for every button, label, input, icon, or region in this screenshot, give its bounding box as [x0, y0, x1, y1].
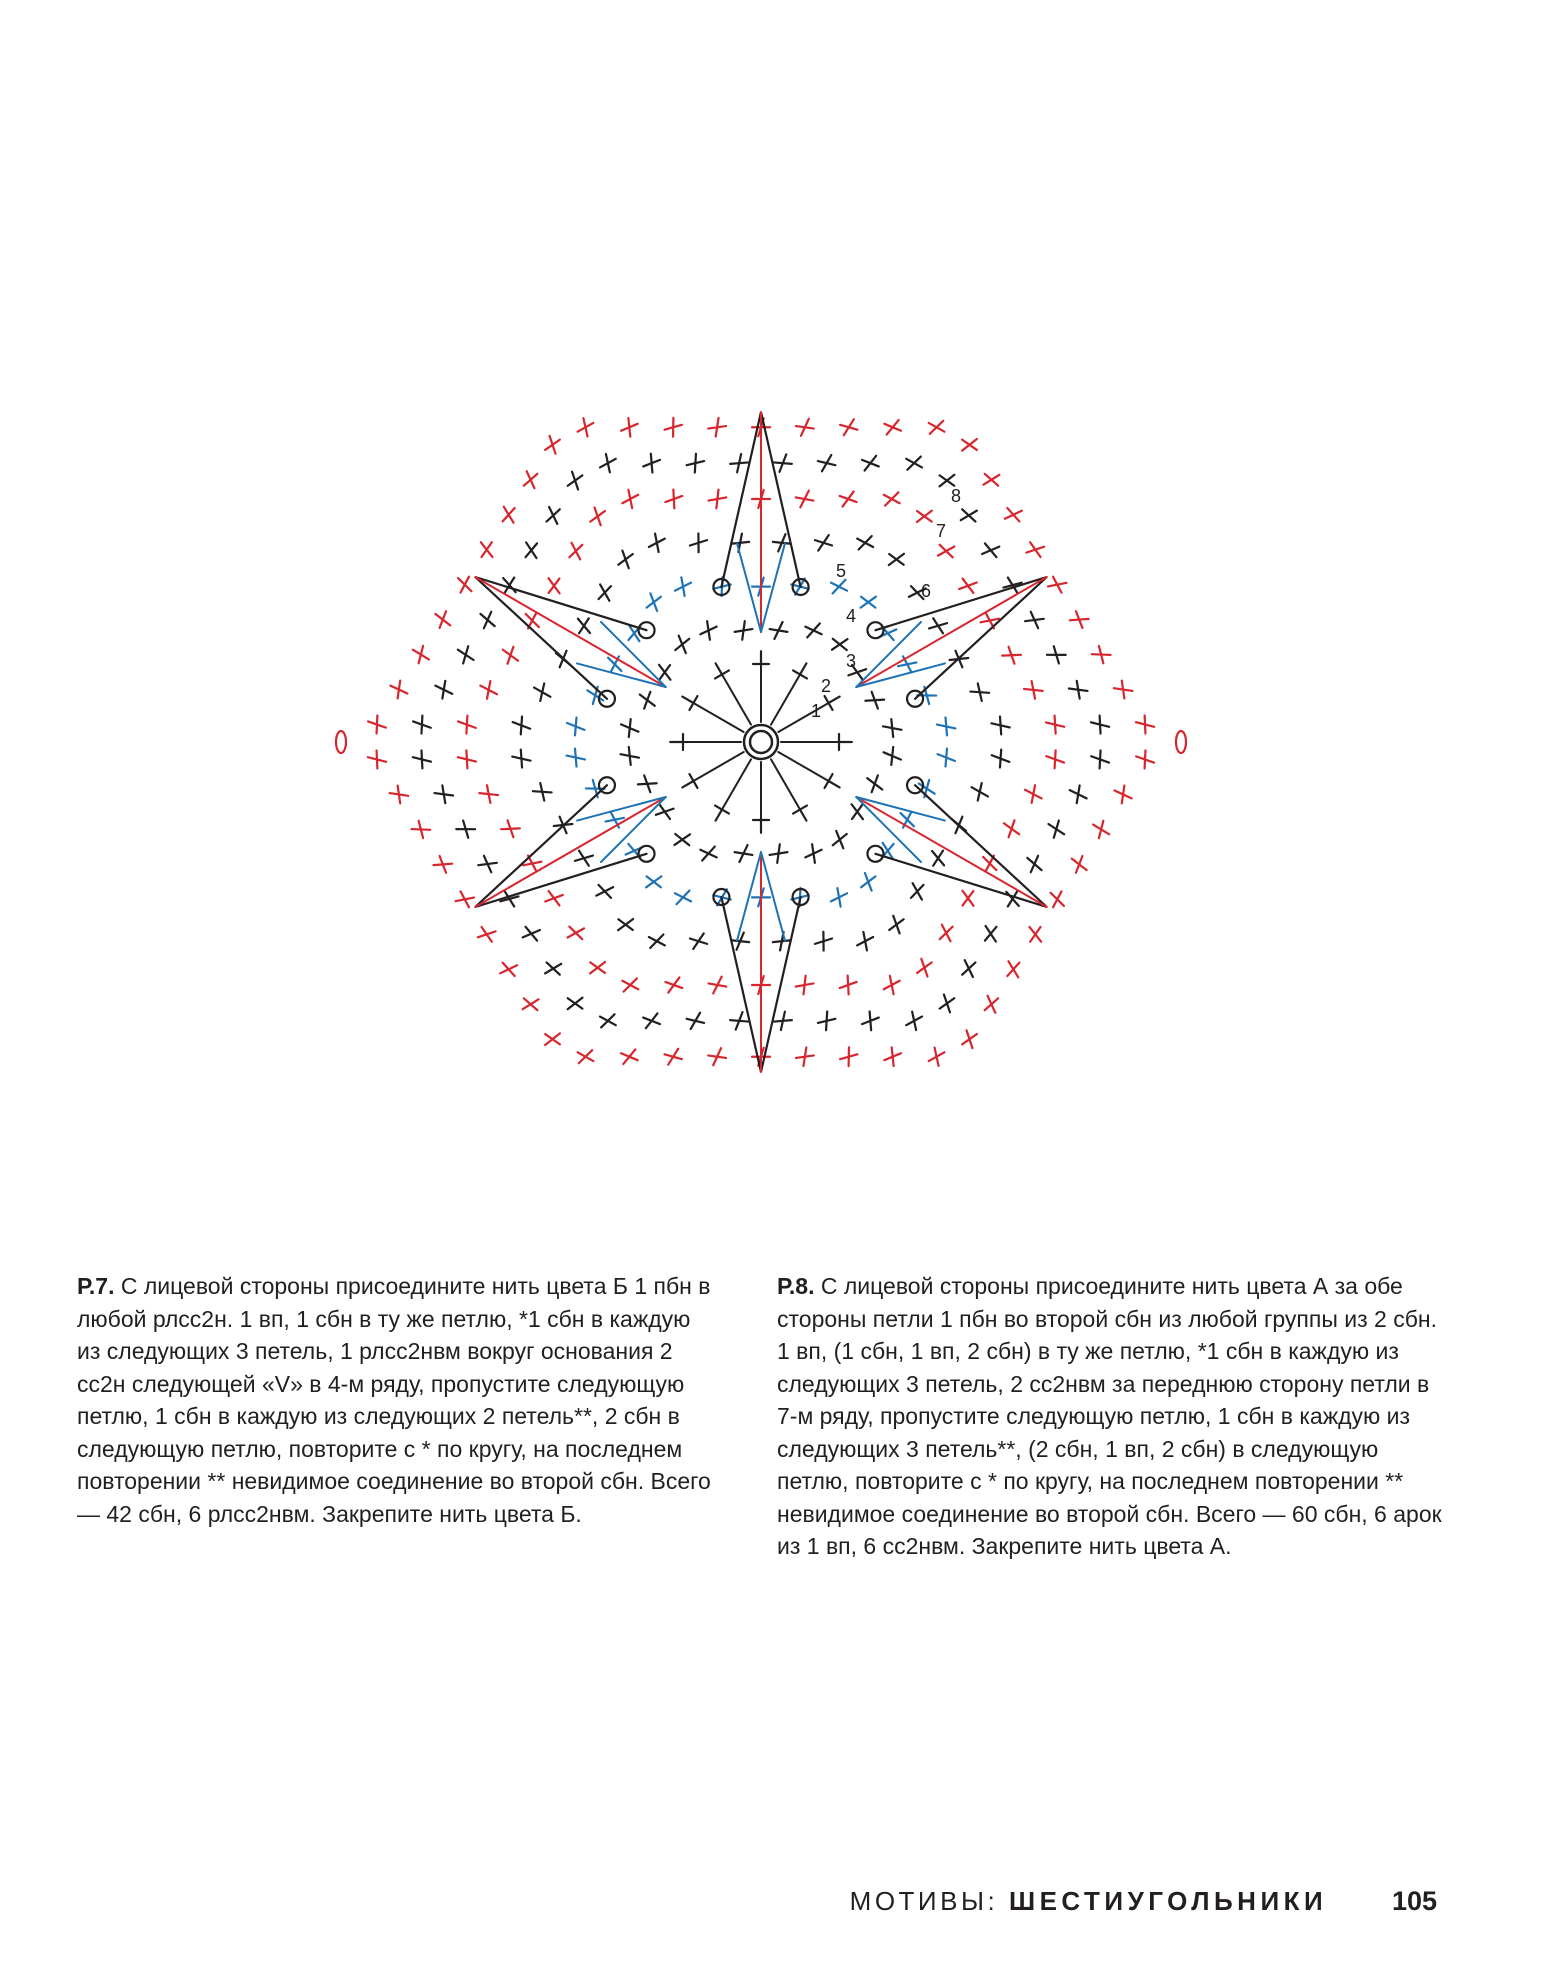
stitch-mark [442, 785, 445, 803]
row-number-label: 3 [846, 651, 857, 671]
row7-text: С лицевой стороны присоедините нить цвета Б 1 пбн в любой рлсс2н. 1 вп, 1 сбн в ту же петлю, *1 сбн в каждую из следующих 3 петель, 1 рлсс2нвм вокруг основания 2 сс2н следующей «V» в 4-м ряду, пропустите следующую петлю, 1 сбн в каждую из следующих 2 петель**, 2 сбн в следующую петлю, повторите с * по кругу, на последнем повторении ** невидимое соединение во второй сбн. Всего — 42 сбн, 6 рлсс2нвм. Закрепите нить цвета Б. [77, 1273, 711, 1527]
stitch-mark [1031, 856, 1038, 872]
stitch-mark [503, 508, 515, 521]
star-point [475, 785, 646, 907]
stitch-mark [622, 981, 638, 990]
stitch-mark [773, 940, 791, 942]
stitch-mark [569, 545, 582, 558]
star-point [475, 577, 646, 699]
stitch-mark [575, 749, 577, 767]
stitch-mark [643, 1018, 660, 1025]
stitch-mark [945, 717, 947, 735]
stitch-mark [682, 781, 693, 787]
row-number-label: 7 [936, 521, 947, 541]
corner-chain [1176, 731, 1186, 753]
stitch-mark [547, 509, 560, 521]
row-number-label: 5 [836, 561, 847, 581]
stitch-mark [521, 716, 522, 734]
row-number-label: 2 [821, 676, 832, 696]
row-number-label: 6 [921, 581, 932, 601]
row-number-label: 8 [951, 486, 962, 506]
stitch-mark [421, 750, 422, 768]
stitch-mark [800, 810, 806, 821]
star-red-line [475, 797, 666, 907]
stitch-mark [891, 719, 893, 737]
stitch-mark [962, 962, 975, 974]
stitch-mark [985, 998, 999, 1010]
stitch-mark [774, 462, 792, 463]
stitch-mark [484, 612, 491, 628]
star-point [875, 785, 1046, 907]
stitch-mark [1000, 750, 1001, 768]
stitch-mark [521, 750, 522, 768]
stitch-mark [962, 509, 975, 521]
stitch-mark [659, 804, 670, 819]
stitch-mark [700, 850, 716, 858]
star-red-line [475, 577, 666, 687]
stitch-mark [861, 876, 875, 887]
stitch-mark [840, 496, 857, 502]
spoke-line [722, 759, 751, 809]
stitch-mark [891, 747, 893, 765]
stitch-mark [770, 852, 788, 855]
stitch-mark [917, 962, 932, 973]
spoke-line [778, 752, 828, 781]
section-prefix: МОТИВЫ: [849, 1886, 999, 1916]
stitch-mark [906, 459, 922, 468]
stitch-mark [440, 611, 446, 628]
stitch-mark [503, 963, 515, 976]
stitch-mark [796, 983, 814, 986]
stitch-mark [682, 697, 693, 703]
page-number: 105 [1391, 1886, 1437, 1916]
stitch-mark [709, 983, 727, 986]
stitch-mark [1007, 963, 1019, 976]
stitch-mark [665, 982, 682, 988]
stitch-mark [1055, 716, 1056, 734]
stitch-mark [1077, 785, 1080, 803]
stitch-mark [796, 1055, 814, 1057]
stitch-mark [461, 577, 469, 593]
stitch-mark [644, 692, 650, 709]
stitch-mark [884, 495, 900, 504]
stitch-mark [526, 927, 538, 941]
stitch-mark [857, 539, 873, 547]
center-ring-inner [750, 731, 772, 753]
stitch-mark [1053, 891, 1061, 907]
stitch-mark [578, 1052, 594, 1061]
row8-instructions [777, 1270, 1447, 1563]
stitch-mark [629, 719, 631, 737]
stitch-mark [1076, 856, 1082, 873]
stitch-mark [731, 940, 749, 942]
stitch-mark [796, 426, 814, 428]
stitch-mark [963, 579, 974, 593]
stitch-mark [945, 749, 947, 767]
stitch-mark [398, 681, 401, 699]
stitch-mark [398, 786, 401, 804]
stitch-mark [377, 716, 378, 734]
stitch-mark [709, 497, 727, 500]
stitch-mark [549, 891, 560, 905]
stitch-mark [735, 629, 753, 632]
stitch-mark [675, 639, 689, 650]
stitch-mark [575, 717, 577, 735]
stitch-mark [599, 885, 611, 898]
stitch-mark [716, 663, 722, 674]
row8-text: С лицевой стороны присоедините нить цвета А за обе стороны петли 1 пбн во второй сбн из любой группы из 2 сбн. 1 вп, (1 сбн, 1 вп, 2 сбн) в ту же петлю, *1 сбн в каждую из следующих 3 петель, 2 сс2нвм за переднюю сторону петли в 7-м ряду, пропустите следующую петлю, 1 сбн в каждую из следующих 3 петель**, (2 сбн, 1 вп, 2 сбн) в следующую петлю, повторите с * по кругу, на последнем повторении ** невидимое соединение во второй сбн. Всего — 60 сбн, 6 арок из 1 вп, 6 сс2нвм. Закрепите нить цвета А. [777, 1273, 1442, 1559]
stitch-mark [831, 583, 847, 591]
stitch-mark [1145, 750, 1146, 768]
stitch-mark [829, 697, 840, 703]
stitch-mark [466, 716, 467, 734]
stitch-mark [708, 426, 726, 428]
stitch-mark [884, 424, 901, 431]
stitch-mark [649, 937, 665, 945]
stitch-mark [1055, 750, 1056, 768]
stitch-mark [524, 474, 538, 486]
row8-label: Р.8. [777, 1273, 815, 1299]
stitch-mark [590, 511, 605, 522]
stitch-mark [1145, 716, 1146, 734]
section-title: ШЕСТИУГОЛЬНИКИ [1008, 1886, 1328, 1916]
stitch-mark [796, 497, 814, 500]
corner-chain [336, 731, 346, 753]
stitch-mark [940, 927, 953, 940]
page-footer [850, 1886, 1437, 1917]
stitch-mark [1122, 786, 1125, 804]
stitch-mark [1100, 716, 1101, 734]
star-point [875, 577, 1046, 699]
stitch-mark [800, 663, 806, 674]
stitch-mark [829, 781, 840, 787]
stitch-mark [621, 1053, 638, 1060]
stitch-mark [508, 647, 514, 664]
stitch-mark [675, 893, 691, 901]
stitch-mark [940, 545, 953, 558]
stitch-mark [600, 1017, 616, 1026]
stitch-mark [482, 927, 492, 942]
spoke-line [771, 674, 800, 724]
stitch-mark [569, 927, 582, 940]
stitch-mark [421, 716, 422, 734]
star-red-line [856, 797, 1047, 907]
stitch-mark [377, 750, 378, 768]
stitch-mark [1007, 508, 1019, 521]
stitch-mark [773, 542, 791, 544]
stitch-mark [862, 460, 879, 467]
star-red-line [856, 577, 1047, 687]
stitch-mark [929, 423, 945, 432]
stitch-mark [599, 586, 611, 599]
stitch-mark [545, 440, 560, 450]
row7-instructions [77, 1270, 717, 1530]
stitch-mark [833, 834, 847, 845]
row7-label: Р.7. [77, 1273, 115, 1299]
stitch-mark [1100, 750, 1101, 768]
crochet-chart-diagram [290, 350, 1250, 1170]
row-number-label: 4 [846, 606, 857, 626]
stitch-mark [629, 747, 631, 765]
stitch-mark [805, 627, 821, 635]
stitch-mark [962, 1034, 977, 1044]
stitch-mark [1122, 681, 1125, 699]
row-number-label: 1 [811, 701, 822, 721]
stitch-mark [774, 1020, 792, 1021]
stitch-mark [940, 998, 955, 1008]
stitch-mark [716, 810, 722, 821]
stitch-mark [442, 681, 445, 699]
stitch-mark [730, 1020, 748, 1021]
stitch-mark [770, 629, 788, 632]
stitch-mark [1000, 716, 1001, 734]
spoke-line [693, 752, 743, 781]
stitch-mark [618, 554, 632, 565]
stitch-mark [1077, 681, 1080, 699]
spoke-line [771, 759, 800, 809]
spoke-line [722, 674, 751, 724]
stitch-mark [985, 543, 997, 557]
stitch-mark [708, 1055, 726, 1057]
stitch-mark [911, 885, 923, 898]
stitch-mark [872, 775, 878, 792]
stitch-mark [735, 852, 753, 855]
stitch-mark [1030, 542, 1040, 557]
stitch-mark [466, 750, 467, 768]
stitch-mark [647, 597, 661, 608]
spoke-line [693, 703, 743, 732]
stitch-mark [547, 962, 560, 974]
stitch-mark [730, 462, 748, 463]
stitch-mark [889, 919, 903, 930]
stitch-mark [1009, 820, 1015, 837]
stitch-mark [731, 542, 749, 544]
stitch-mark [568, 475, 583, 485]
